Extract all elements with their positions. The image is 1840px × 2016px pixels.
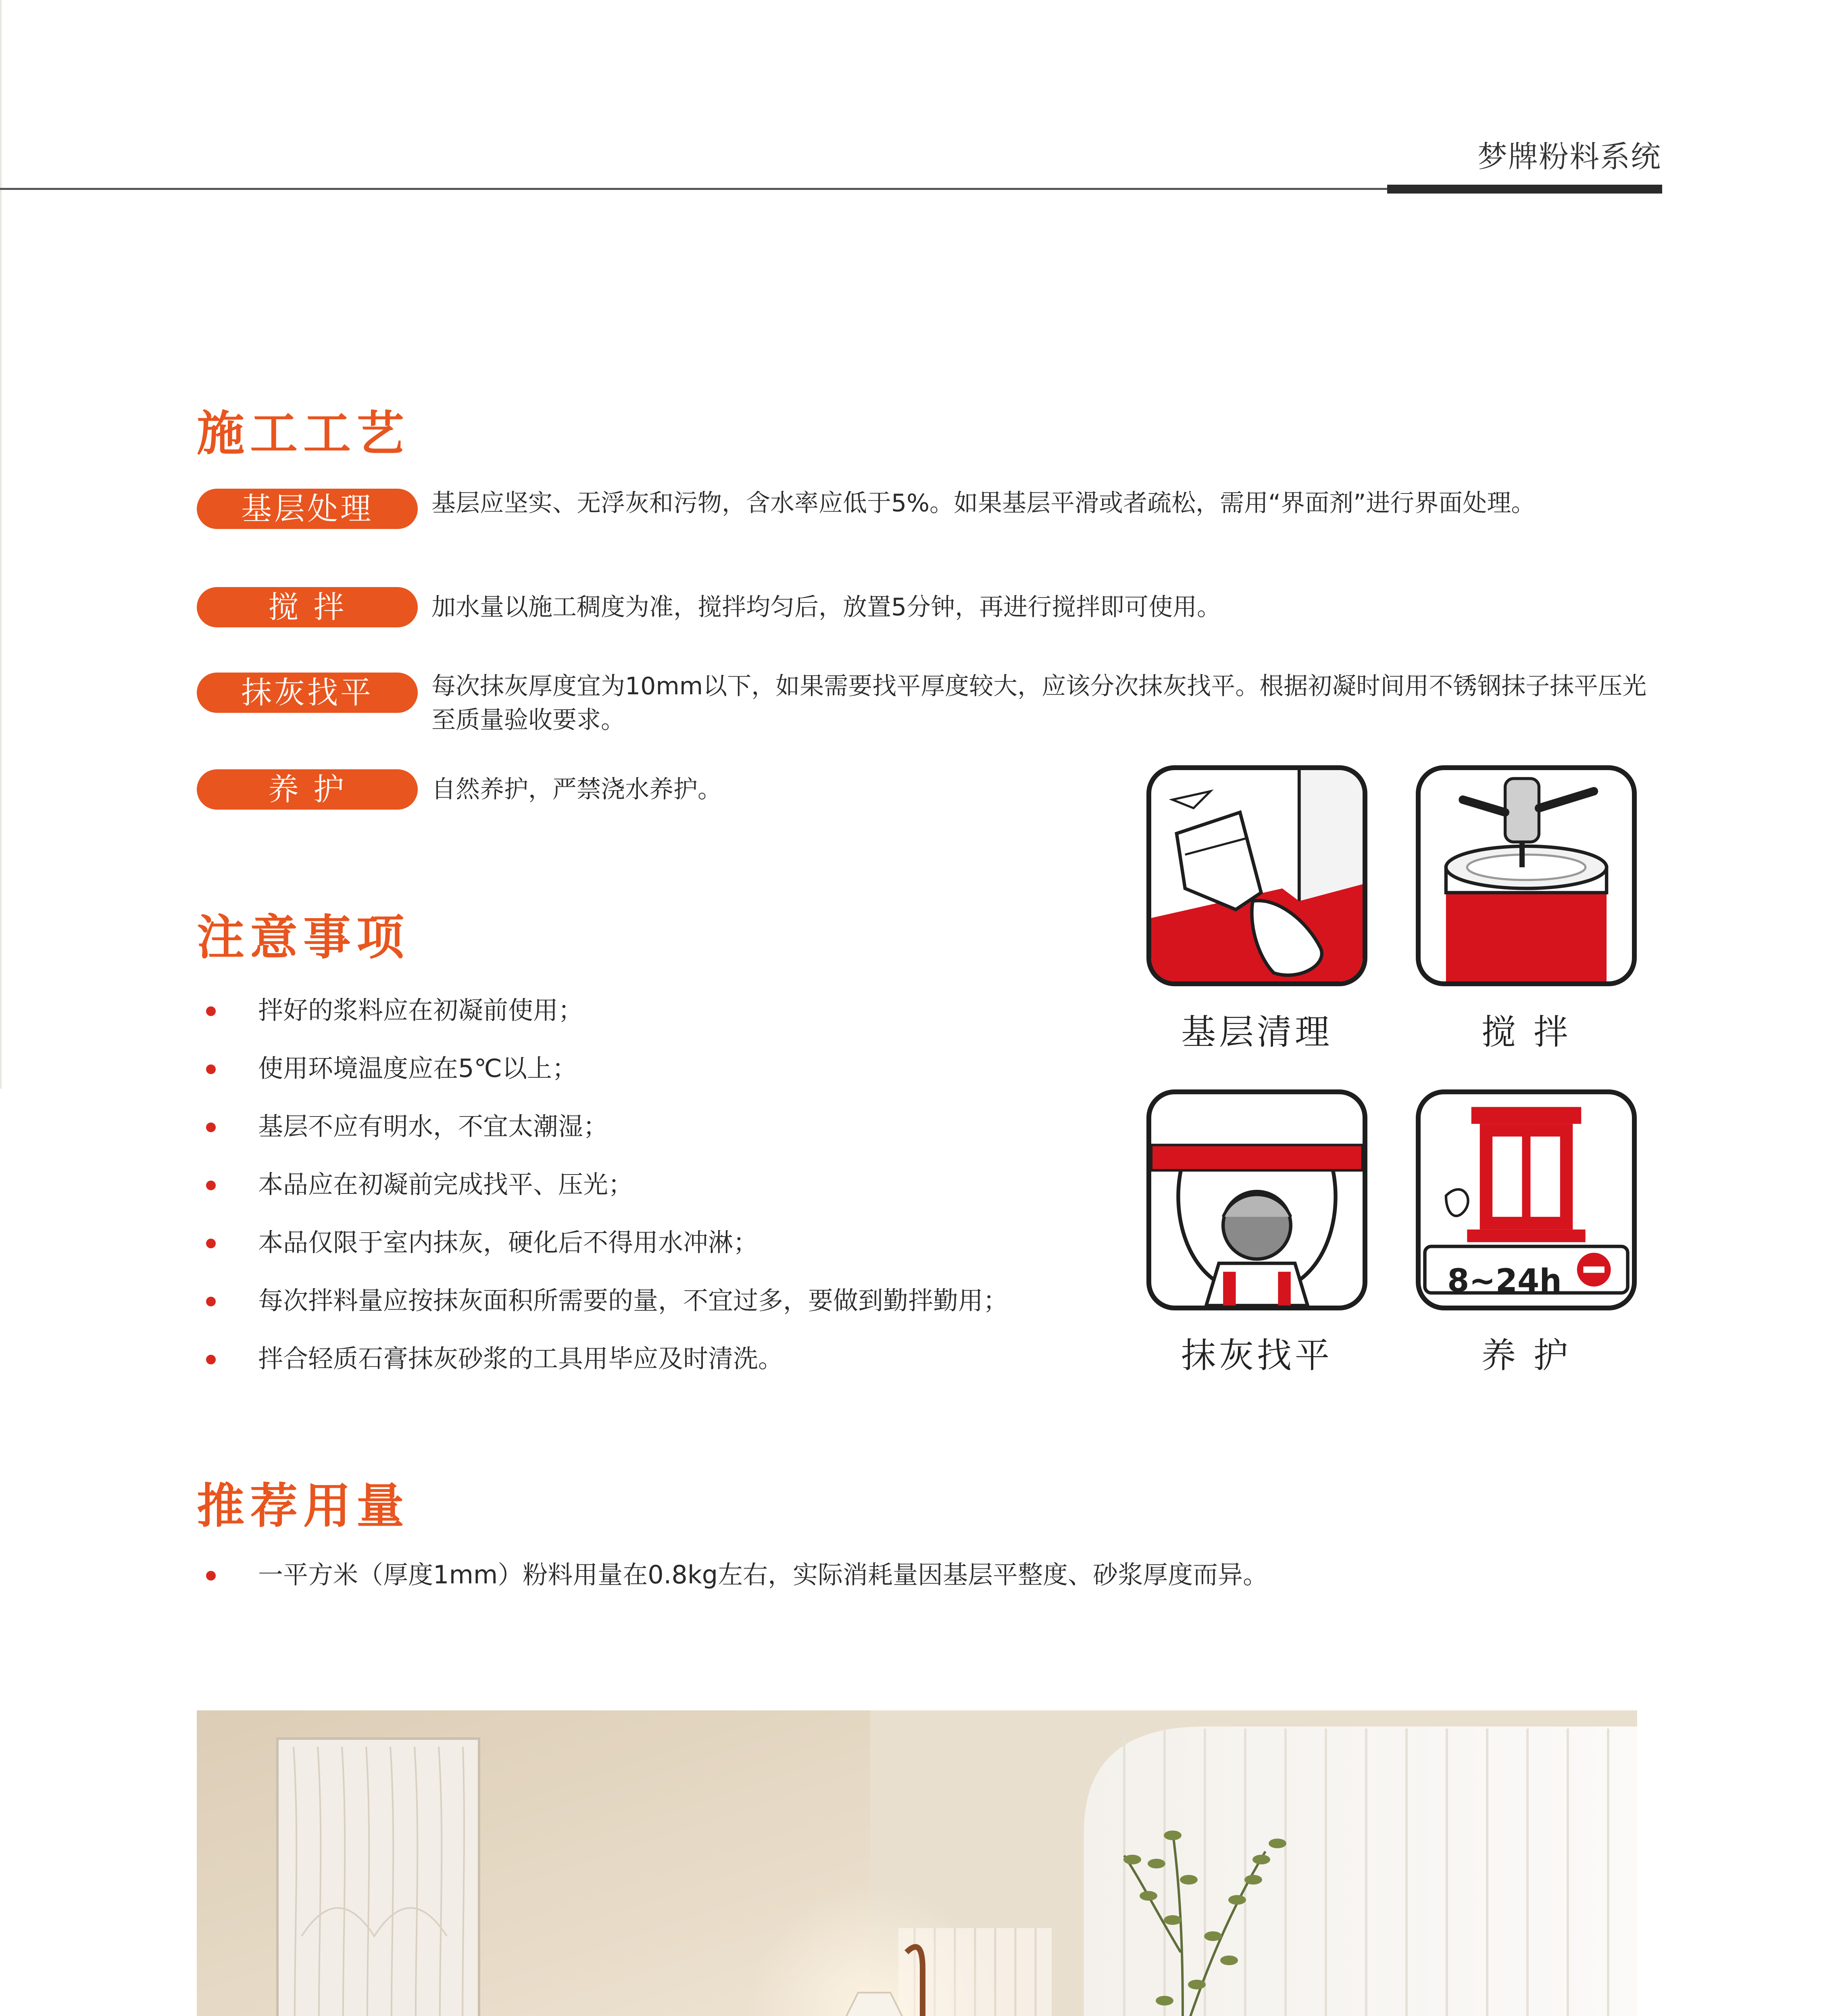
step-text-curing: 自然养护，严禁浇水养护。	[431, 775, 722, 804]
bullet-dot	[206, 1064, 216, 1074]
step-label-plastering: 抹灰找平	[197, 673, 418, 713]
notes-list	[214, 996, 1182, 1402]
bullet-dot	[206, 1123, 216, 1132]
page-edge-strip	[0, 0, 2, 1089]
plastering-label: 抹灰找平	[1181, 1335, 1333, 1376]
notes-section-title: 注意事项	[197, 910, 410, 965]
curing-icon	[1416, 1089, 1637, 1310]
step-text-plastering: 每次抹灰厚度宜为10mm以下，如果需要找平厚度较大，应该分次抹灰找平。根据初凝时间用不锈钢抹子抹平压光至质量验收要求。	[431, 672, 1647, 734]
brand-title: 梦牌粉料系统	[1477, 140, 1661, 174]
dosage-list	[214, 1560, 1625, 1618]
bullet-dot	[206, 1239, 216, 1248]
mixing-label: 搅 拌	[1481, 1012, 1571, 1052]
bullet-dot	[206, 1181, 216, 1190]
list-item: 每次拌料量应按抹灰面积所需要的量，不宜过多，要做到勤拌勤用；	[214, 1286, 1182, 1315]
list-item: 拌合轻质石膏抹灰砂浆的工具用毕应及时清洗。	[214, 1344, 1182, 1373]
dosage-section-title: 推荐用量	[197, 1478, 410, 1534]
plastering-icon	[1146, 1089, 1367, 1310]
header-accent-bar	[1387, 185, 1662, 194]
bullet-dot	[206, 1355, 216, 1364]
bullet-dot	[206, 1006, 216, 1016]
bullet-dot	[206, 1297, 216, 1306]
list-item: 基层不应有明水，不宜太潮湿；	[214, 1112, 1182, 1141]
process-section-title: 施工工艺	[197, 406, 410, 461]
curing-label: 养 护	[1481, 1335, 1571, 1376]
step-text-base: 基层应坚实、无浮灰和污物，含水率应低于5%。如果基层平滑或者疏松，需用“界面剂”进行界面处理。	[431, 489, 1536, 517]
curing-duration-badge: 8~24h	[1447, 1263, 1562, 1299]
base-cleaning-icon	[1146, 765, 1367, 986]
list-item: 本品应在初凝前完成找平、压光；	[214, 1170, 1182, 1199]
header-rule	[0, 188, 1387, 190]
mixing-icon	[1416, 765, 1637, 986]
step-label-curing: 养 护	[197, 769, 418, 810]
list-item: 一平方米（厚度1mm）粉料用量在0.8kg左右，实际消耗量因基层平整度、砂浆厚度而异。	[214, 1560, 1625, 1589]
list-item: 本品仅限于室内抹灰，硬化后不得用水冲淋；	[214, 1228, 1182, 1257]
step-label-mixing: 搅 拌	[197, 587, 418, 627]
list-item: 拌好的浆料应在初凝前使用；	[214, 996, 1182, 1025]
base-cleaning-label: 基层清理	[1181, 1012, 1333, 1052]
bullet-dot	[206, 1571, 216, 1581]
list-item: 使用环境温度应在5℃以上；	[214, 1054, 1182, 1083]
step-text-mixing: 加水量以施工稠度为准，搅拌均匀后，放置5分钟，再进行搅拌即可使用。	[431, 593, 1221, 621]
step-label-base: 基层处理	[197, 489, 418, 529]
interior-photo	[197, 1710, 1637, 2016]
